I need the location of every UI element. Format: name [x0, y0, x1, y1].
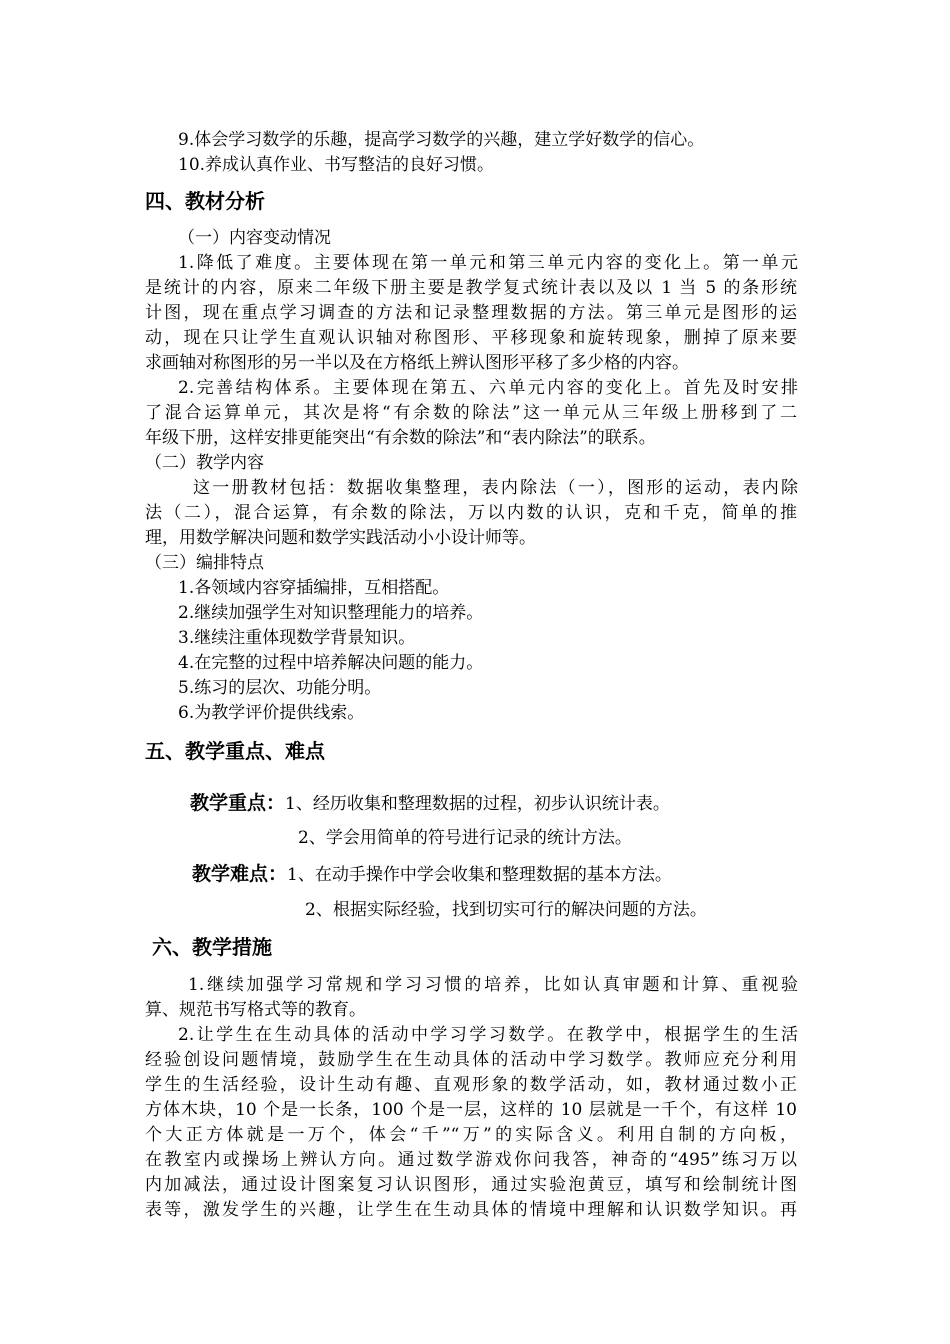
paragraph-line: 方体木块，10 个是一长条，100 个是一层，这样的 10 层就是一千个，有这样 10: [145, 1100, 797, 1120]
paragraph-line: 个大正方体就是一万个，体会“千”“万”的实际含义。利用自制的方向板，: [145, 1125, 797, 1145]
difficult-point-1: 1、在动手操作中学会收集和整理数据的基本方法。: [287, 865, 672, 885]
list-item: 2.继续加强学生对知识整理能力的培养。: [178, 603, 484, 623]
list-item: 4.在完整的过程中培养解决问题的能力。: [178, 653, 484, 673]
subsection-title-1: （一）内容变动情况: [178, 228, 331, 248]
list-item: 6.为教学评价提供线索。: [178, 703, 365, 723]
paragraph-line: 2.让学生在生动具体的活动中学习学习数学。在教学中，根据学生的生活: [178, 1025, 798, 1045]
paragraph-line: 这一册教材包括：数据收集整理，表内除法（一），图形的运动，表内除: [193, 478, 798, 498]
list-item: 3.继续注重体现数学背景知识。: [178, 628, 416, 648]
key-points-label: 教学重点：: [190, 792, 286, 814]
paragraph-line: 理，用数学解决问题和数学实践活动小小设计师等。: [145, 528, 536, 548]
difficult-points-label: 教学难点：: [192, 863, 288, 885]
paragraph-line: 算、规范书写格式等的教育。: [145, 1000, 366, 1020]
paragraph-line: 动，现在只让学生直观认识轴对称图形、平移现象和旋转现象，删掉了原来要: [145, 328, 797, 348]
paragraph-line: 表等，激发学生的兴趣，让学生在生动具体的情境中理解和认识数学知识。再: [145, 1200, 797, 1220]
paragraph-line: 法（二），混合运算，有余数的除法，万以内数的认识，克和千克，简单的推: [145, 503, 797, 523]
section-heading-4: 四、教材分析: [145, 189, 265, 213]
paragraph-line: 2.完善结构体系。主要体现在第五、六单元内容的变化上。首先及时安排: [178, 378, 798, 398]
paragraph-line: 求画轴对称图形的另一半以及在方格纸上辨认图形平移了多少格的内容。: [145, 353, 689, 373]
subsection-title-2: （二）教学内容: [145, 453, 264, 473]
paragraph-line: 是统计的内容，原来二年级下册主要是教学复式统计表以及以 1 当 5 的条形统: [145, 278, 797, 298]
key-points-row: [190, 789, 670, 817]
key-point-2: 2、学会用简单的符号进行记录的统计方法。: [298, 828, 632, 848]
paragraph-line: 年级下册，这样安排更能突出“有余数的除法”和“表内除法”的联系。: [145, 428, 656, 448]
difficult-points-row: [192, 860, 672, 888]
paragraph-line: 学生的生活经验，设计生动有趣、直观形象的数学活动，如，教材通过数小正: [145, 1075, 797, 1095]
list-item: 5.练习的层次、功能分明。: [178, 678, 382, 698]
paragraph-line: 1.降低了难度。主要体现在第一单元和第三单元内容的变化上。第一单元: [178, 253, 798, 273]
paragraph-line: 内加减法，通过设计图案复习认识图形，通过实验泡黄豆，填写和绘制统计图: [145, 1175, 797, 1195]
paragraph-line: 经验创设问题情境，鼓励学生在生动具体的活动中学习数学。教师应充分利用: [145, 1050, 797, 1070]
paragraph-line: 在教室内或操场上辨认方向。通过数学游戏你问我答，神奇的“495”练习万以: [145, 1150, 797, 1170]
section-heading-5: 五、教学重点、难点: [145, 739, 325, 763]
list-item-9: 9.体会学习数学的乐趣，提高学习数学的兴趣，建立学好数学的信心。: [178, 130, 705, 150]
list-item-10: 10.养成认真作业、书写整洁的良好习惯。: [178, 155, 495, 175]
section-heading-6: 六、教学措施: [152, 935, 272, 959]
paragraph-line: 了混合运算单元，其次是将“有余数的除法”这一单元从三年级上册移到了二: [145, 403, 797, 423]
list-item: 1.各领域内容穿插编排，互相搭配。: [178, 578, 450, 598]
paragraph-line: 1.继续加强学习常规和学习习惯的培养，比如认真审题和计算、重视验: [188, 975, 798, 995]
difficult-point-2: 2、根据实际经验，找到切实可行的解决问题的方法。: [305, 900, 707, 920]
subsection-title-3: （三）编排特点: [145, 553, 264, 573]
paragraph-line: 计图，现在重点学习调查的方法和记录整理数据的方法。第三单元是图形的运: [145, 303, 797, 323]
key-point-1: 1、经历收集和整理数据的过程，初步认识统计表。: [285, 794, 670, 814]
